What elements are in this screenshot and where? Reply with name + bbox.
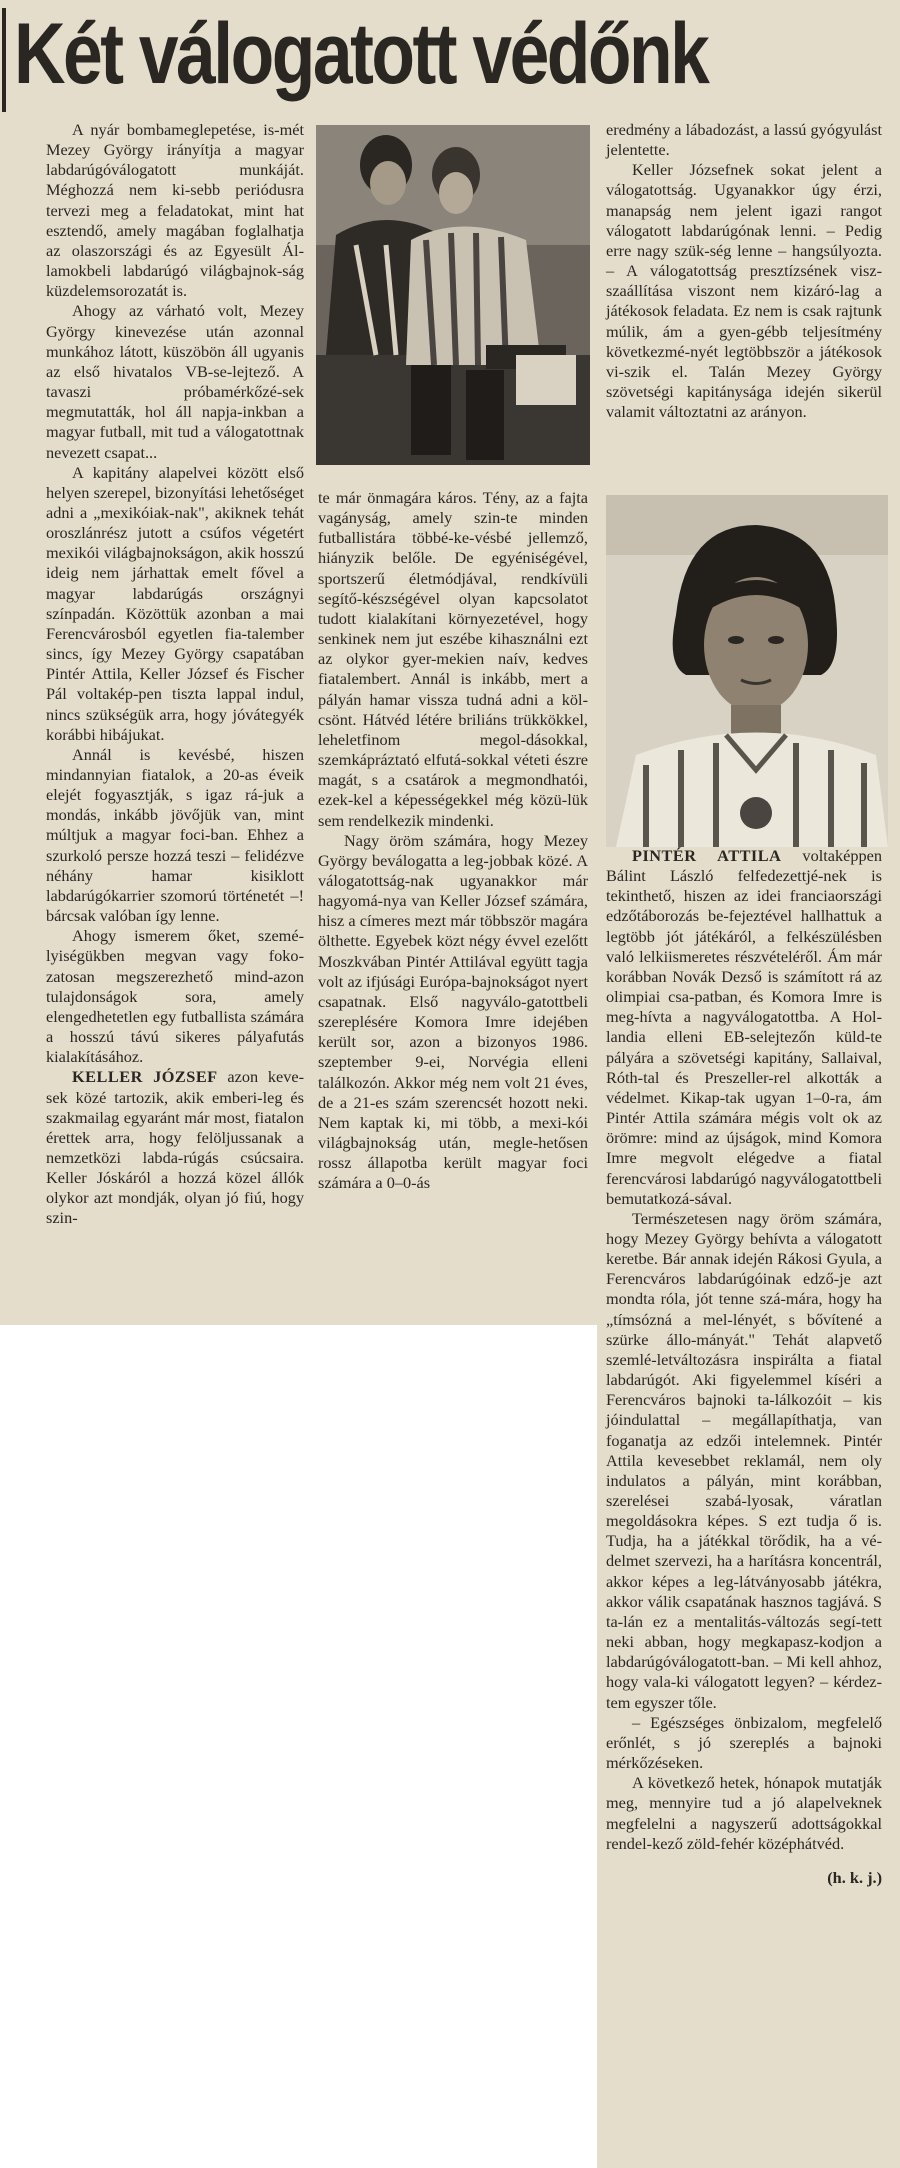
paragraph-text: te már önmagára káros. Tény, az a fajta vagányság, amely szin-te minden futballistára többé-ke-vésbé jellemző, hiányzik belőle. De egyéniségével, sportszerű életmódjával, rendkívüli segítő-készségével olyan kapcsolatot tudott kialakítani környezetével, hogy senkinek nem jut eszébe kihasználni ezt az olykor gyer-mekien naív, kedves fiatalembert. Annál is inkább, mert a pályán hamar vissza tudná adni a köl-csönt. Hátvéd létére briliáns trükkökkel, leheletfinom megol-dásokkal, szemkápráztató elfutá-sokkal véteti észre magát, s a csatárok a megmondhatói, ezek-kel a képességekkel még közü-lük sem rendelkezik mindenki. <box>318 488 588 830</box>
paragraph-text: Természetesen nagy öröm számára, hogy Mezey György behívta a válogatott keretbe. Bár annak idején Rákosi Gyula, a Ferencváros labdarúgóinak edző-je azt mondta róla, jót tenne szá-mára, hogy ha „tímsózná a mel-lényét, s bővítené a szürke állo-mányát." Tehát alapvető szemlé-letváltozásra inspirálta a fiatal labdarúgót. Aki figyelemmel kíséri a Ferencváros bajnoki ta-lálkozóit – kis jóindulattal – megállapíthatja, van foganatja az edzői intelemnek. Pintér Attila kevesebbet reklamál, nem oly indulatos a pályán, mint korábban, szerelései szabá-lyosak, váratlan megoldásokra képes. S ezt tudja ő is. Tudja, ha a játékkal törődik, ha a vé-delmet szervezi, ha a harításra koncentrál, akkor képes a leg-látványosabb játékra, akkor válik csapatának hasznos tagjává. S ta-lán ez a mentalitás-változás segí-tett neki abban, hogy megkapasz-kodjon a labdarúgóválogatott-ban. – Mi kell ahhoz, hogy vala-ki válogatott legyen? – kérdez-tem egyszer tőle. <box>606 1208 882 1712</box>
article-paragraph <box>318 831 588 1194</box>
article-paragraph <box>606 846 882 1209</box>
paragraph-text: A kapitány alapelvei között első helyen szerepel, bizonyítási lehetőséget adni a „mexikóiak-nak", akiknek tehát oroszlánrész jutott a csúfos végetért mexikói világbajnokságon, akik hosszú ideig nem járhattak emelt fővel a magyar labdarúgás országnyi színpadán. Közöttük azonban a mai Ferencvárosból egyetlen fia-talember sincs, így Mezey György csapatában Pintér Attila, Keller József és Fischer Pál voltakép-pen tiszta lappal indul, nincs szükségük arra, hogy jóvátegyék korábbi hibájukat. <box>46 462 304 744</box>
article-column-2 <box>318 488 588 1193</box>
article-paragraph <box>46 926 304 1067</box>
paragraph-text: Keller Józsefnek sokat jelent a válogatottság. Ugyanakkor úgy érzi, manapság nem jelent igazi rangot válogatott labdarúgónak lenni. – Pedig erre nagy szük-ség lenne – hangsúlyozta. – A válogatottság presztízsének visz-szaállítása viszont nem kizáró-lag a játékosok feladata. Ez nem is csak rajtunk múlik, ám a gyen-gébb teljesítmény következmé-nyét legtöbbször a játékosok vi-szik el. Talán Mezey György szövetségi kapitánysága idején sikerül valamit változtatni az arányon. <box>606 160 882 422</box>
paragraph-text: Nagy öröm számára, hogy Mezey György beválogatta a leg-jobbak közé. A válogatottság-nak ugyanakkor már hagyomá-nya van Keller József számára, hisz a címeres mezt már többször magára ölthette. Egyebek közt négy évvel ezelőtt Moszkvában Pintér Attilával együtt tagja volt az ifjúsági Európa-bajnokságot nyert csapatnak. Első nagyválo-gatottbeli szereplésére Komora Imre idejében került sor, azon a bizonyos 1986. szeptember 9-ei, Norvégia elleni találkozón. Akkor még nem volt 21 éves, de a 21-es szám szerencsét hozott neki. Nem kaptak ki, mi több, a mexi-kói világbajnokság után, megle-hetősen rossz állapotba került magyar foci számára a 0–0-ás <box>318 830 588 1193</box>
paragraph-text: Ahogy az várható volt, Mezey György kinevezése után azonnal munkához látott, küszöbön áll ugyanis az első hivatalos VB-se-lejtező. A tavaszi próbamérkőzé-sek megmutatták, hol áll napja-inkban a magyar futball, mit tud a válogatottnak nevezett csapat... <box>46 301 304 462</box>
paragraph-text: azon keve-sek közé tartozik, akik emberi-leg és szakmailag egyaránt már most, fiatalon érettek arra, hogy felöljussanak a nemzetközi labda-rúgás csúcsaira. Keller Jóskáról a hozzá közel állók olykor azt mondják, olyan jó fiú, hogy szin- <box>46 1067 304 1228</box>
paragraph-text: voltaképpen Bálint László felfedezettjé-nek is tekinthető, hiszen az idei franciaországi edzőtáborozás be-fejeztével hallhattuk a legtöbb jót játékáról, a felkészülésben való lelkiismeretes részvételéről. Ám már korábban Novák Dezső is számított rá az olimpiai csa-patban, és Komora Imre is meg-hívta a nagyválogatottba. A Hol-landia elleni EB-selejtezőn küld-te pályára a szövetségi kapitány, Sallaival, Róth-tal és Preszeller-rel alkották a védelmet. Kikap-tak ugyan 1–0-ra, ám Pintér Attila számára mégis volt ok az örömre: mind az újságok, mind Komora Imre megvolt elégedve a fiatal ferencvárosi labdarúgó nagyválogatottbeli bemutatkozá-sával. <box>606 846 882 1208</box>
article-column-1 <box>46 120 304 1229</box>
article-paragraph <box>46 120 304 301</box>
article-paragraph <box>46 301 304 462</box>
paragraph-text: – Egészséges önbizalom, megfelelő erőnlét, s jó szereplés a bajnoki mérkőzéseken. <box>606 1712 882 1773</box>
paragraph-text: Annál is kevésbé, hiszen mindannyian fiatalok, a 20-as éveik elejét fogyasztják, s igaz rá-juk a mondás, inkább jövőjük van, mint múltjuk a magyar foci-ban. Ehhez a szurkoló persze hozzá teszi – felidézve néhány hamar kisiklott labdarúgókarrier szomorú történetét –! bárcsak valóban így lenne. <box>46 744 304 926</box>
article-paragraph <box>606 160 882 422</box>
headline-rule <box>2 8 6 112</box>
paragraph-text: A következő hetek, hónapok mutatják meg, mennyire tud a jó alapelveknek megfelelni a nagyszerű adottságokkal rendel-kező zöld-fehér középhátvéd. <box>606 1773 882 1853</box>
article-column-3 <box>606 120 882 422</box>
article-paragraph <box>606 1209 882 1713</box>
player-name-lead: KELLER JÓZSEF <box>72 1067 218 1087</box>
article-headline: Két válogatott védőnk <box>14 6 708 102</box>
article-paragraph <box>318 488 588 831</box>
paragraph-text: A nyár bombameglepetése, is-mét Mezey György irányítja a magyar labdarúgóválogatott munkáját. Méghozzá nem ki-sebb periódusra tervezi meg a feladatokat, mint hat esztendő, amely magában foglalhatja az olaszországi és az Egyesült Ál-lamokbeli labdarúgó világbajnok-ság küzdelemsorozatát is. <box>46 120 304 301</box>
article-paragraph <box>606 120 882 160</box>
players-photo-icon <box>316 125 590 465</box>
article-paragraph <box>46 463 304 745</box>
article-paragraph <box>46 745 304 926</box>
photo-two-players-on-bench <box>316 125 590 465</box>
article-paragraph <box>606 1713 882 1773</box>
article-paragraph <box>606 1773 882 1854</box>
paragraph-text: Ahogy ismerem őket, szemé-lyiségükben megvan vagy foko-zatosan megszerezhető mind-azon tulajdonságok sora, amely elengedhetetlen egy futballista számára a hosszú távú sikeres pályafutás kialakításához. <box>46 926 304 1067</box>
portrait-photo-icon <box>606 495 888 847</box>
article-column-3-continued <box>606 846 882 1888</box>
paragraph-text: eredmény a lábadozást, a lassú gyógyulást jelentette. <box>606 120 882 160</box>
player-name-lead: PINTÉR ATTILA <box>632 846 782 865</box>
article-paragraph <box>46 1067 304 1228</box>
article-signature: (h. k. j.) <box>827 1867 882 1887</box>
photo-portrait-pinter-attila <box>606 495 888 847</box>
